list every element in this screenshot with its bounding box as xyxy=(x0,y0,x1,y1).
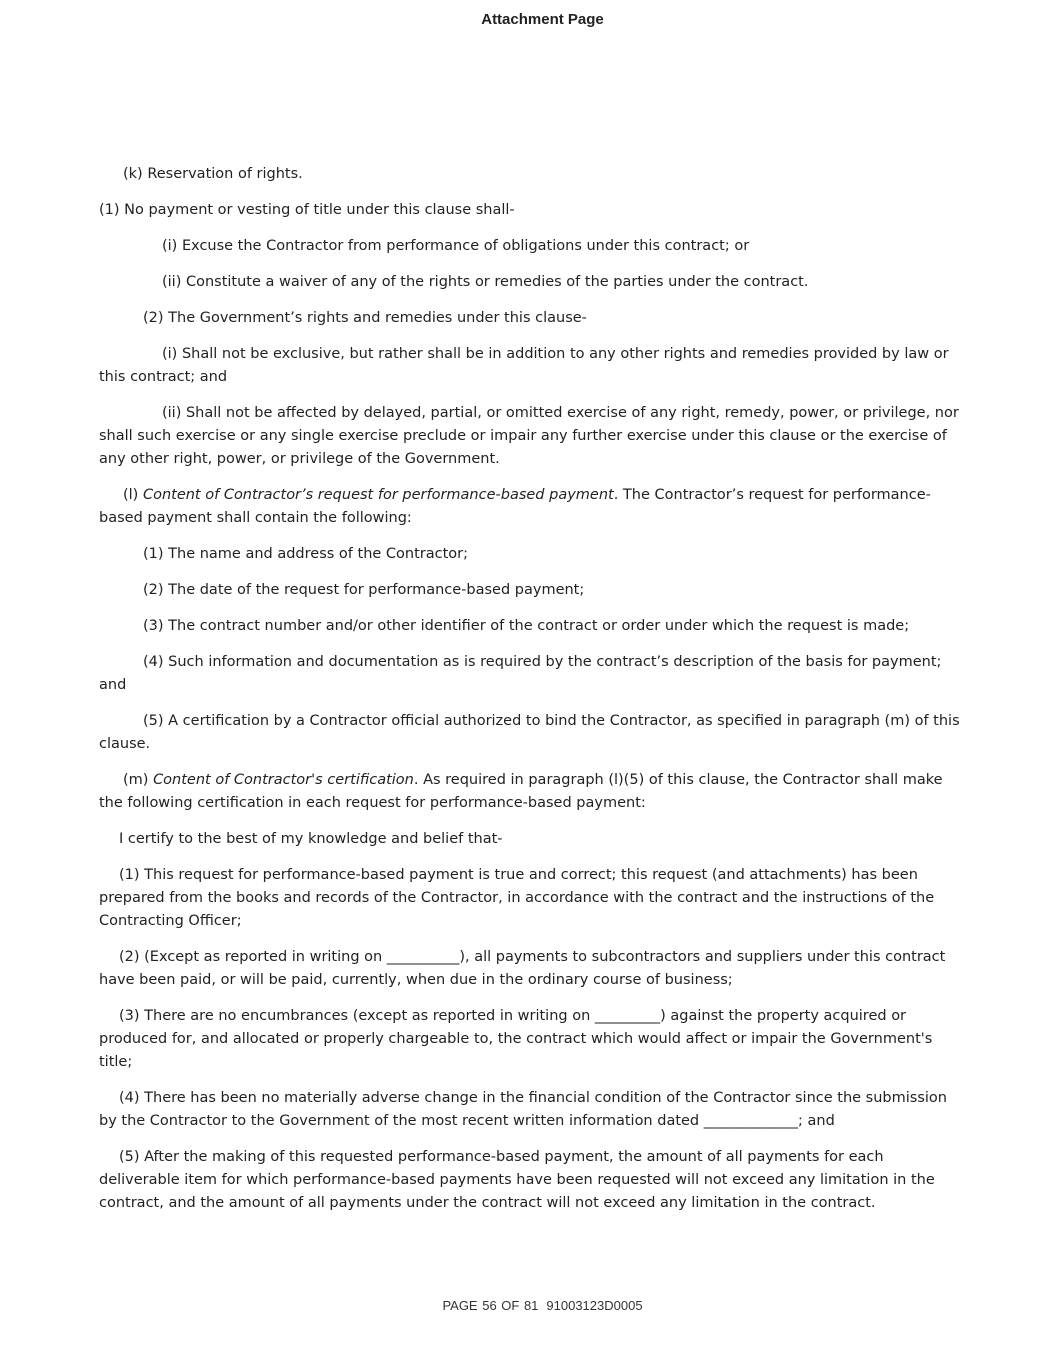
paragraph-cert-1: (1) This request for performance-based payment is true and correct; this request (and attachments) has been prepared from the books and records of the Contractor, in accordance with the contract and the instructions of the Contracting Officer; xyxy=(99,867,935,929)
paragraph-l3: (3) The contract number and/or other identifier of the contract or order under which the request is made; xyxy=(143,618,910,634)
paragraph-l-text: . The Contractor’s request for performance-based payment shall contain the following: xyxy=(99,487,931,526)
paragraph-k2: (2) The Government’s rights and remedies under this clause- xyxy=(143,310,587,326)
paragraph-cert-2: (2) (Except as reported in writing on __________), all payments to subcontractors and suppliers under this contract have been paid, or will be paid, currently, when due in the ordinary course of business; xyxy=(99,949,946,988)
paragraph-m-text: . As required in paragraph (l)(5) of this clause, the Contractor shall make the following certification in each request for performance-based payment: xyxy=(99,772,943,811)
paragraph-m-prefix: (m) xyxy=(123,772,154,788)
paragraph-l5: (5) A certification by a Contractor official authorized to bind the Contractor, as specified in paragraph (m) of this clause. xyxy=(99,713,960,752)
paragraph-m xyxy=(99,769,961,815)
paragraph-k: (k) Reservation of rights. xyxy=(123,166,303,182)
paragraph-l1: (1) The name and address of the Contractor; xyxy=(143,546,469,562)
paragraph-l4: (4) Such information and documentation as is required by the contract’s description of the basis for payment; and xyxy=(99,654,942,693)
paragraph-m-title: Content of Contractor's certification xyxy=(153,772,414,788)
paragraph-l-title: Content of Contractor’s request for performance-based payment xyxy=(142,487,614,503)
paragraph-cert-4: (4) There has been no materially adverse change in the financial condition of the Contractor since the submission by the Contractor to the Government of the most recent written information dated _____________; and xyxy=(99,1090,947,1129)
paragraph-l2: (2) The date of the request for performance-based payment; xyxy=(143,582,585,598)
paragraph-cert-5: (5) After the making of this requested performance-based payment, the amount of all payments for each deliverable item for which performance-based payments have been requested will not exceed any limitation in the contract, and the amount of all payments under the contract will not exceed any limitation in the contract. xyxy=(99,1149,935,1211)
paragraph-k2-i: (i) Shall not be exclusive, but rather shall be in addition to any other rights and remedies provided by law or this contract; and xyxy=(99,346,949,385)
document-body xyxy=(99,163,961,1228)
page-footer xyxy=(0,1298,1055,1313)
paragraph-k1: (1) No payment or vesting of title under this clause shall- xyxy=(99,202,515,218)
paragraph-certify: I certify to the best of my knowledge and belief that- xyxy=(119,831,503,847)
document-number: 91003123D0005 xyxy=(546,1298,643,1313)
paragraph-l xyxy=(99,484,961,530)
page-header-title: Attachment Page xyxy=(481,11,604,28)
paragraph-l-prefix: (l) xyxy=(123,487,143,503)
page-number-label: PAGE 56 OF 81 xyxy=(442,1298,539,1313)
paragraph-k2-ii: (ii) Shall not be affected by delayed, partial, or omitted exercise of any right, remedy, power, or privilege, nor shall such exercise or any single exercise preclude or impair any further exercise under this clause or the exercise of any other right, power, or privilege of the Government. xyxy=(99,405,959,467)
paragraph-k1-ii: (ii) Constitute a waiver of any of the rights or remedies of the parties under the contract. xyxy=(162,274,809,290)
paragraph-cert-3: (3) There are no encumbrances (except as reported in writing on _________) against the property acquired or produced for, and allocated or properly chargeable to, the contract which would affect or impair the Government's title; xyxy=(99,1008,933,1070)
paragraph-k1-i: (i) Excuse the Contractor from performance of obligations under this contract; or xyxy=(162,238,750,254)
